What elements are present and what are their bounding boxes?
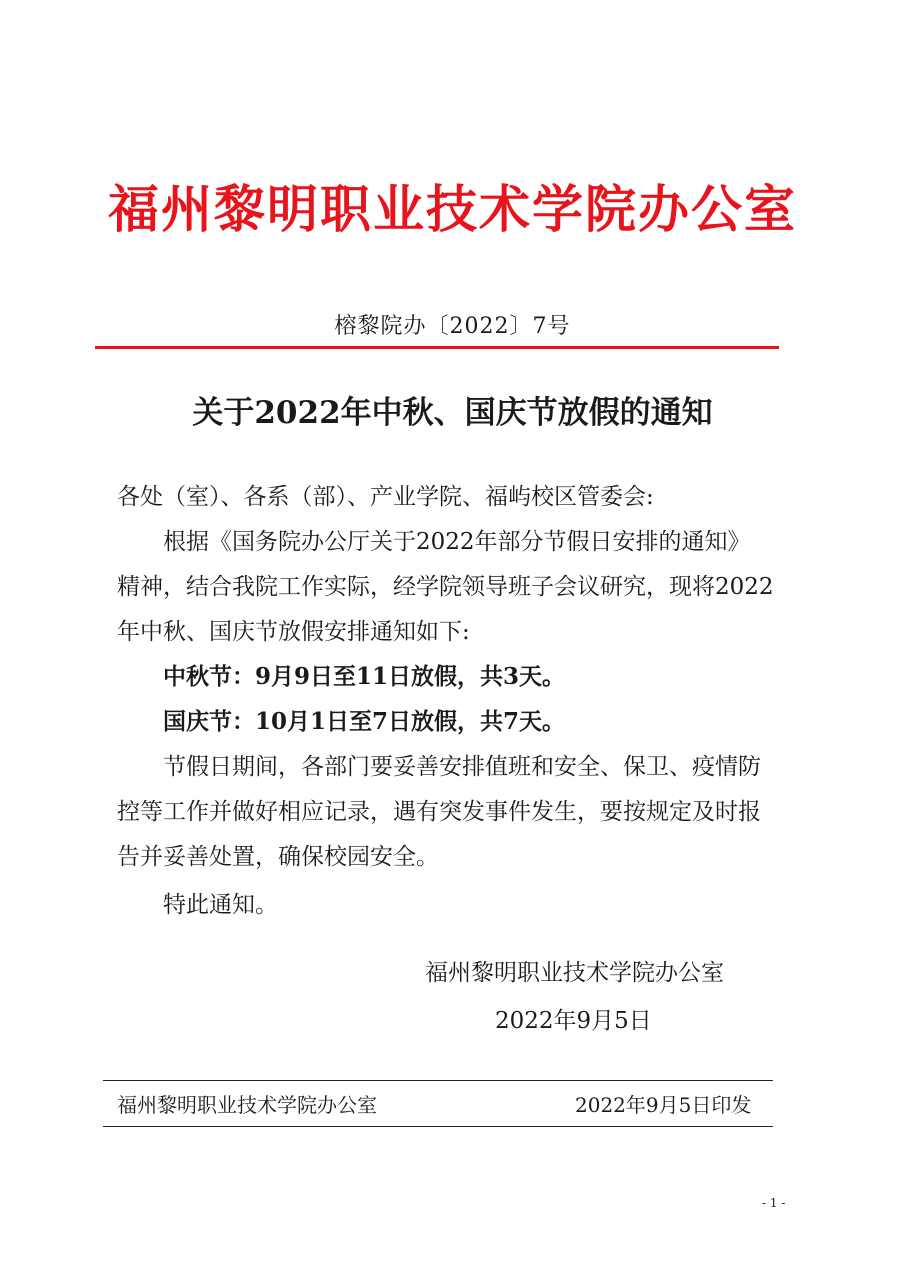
letterhead-org-name: 福州黎明职业技术学院办公室	[107, 181, 797, 240]
closing-text: 特此通知。	[163, 892, 278, 918]
paragraph-2-line-1: 节假日期间，各部门要妥善安排值班和安全、保卫、疫情防	[163, 754, 761, 780]
footer-top-rule	[103, 1080, 773, 1081]
paragraph-1-line-3: 年中秋、国庆节放假安排通知如下:	[117, 619, 470, 645]
signature-org: 福州黎明职业技术学院办公室	[425, 960, 724, 986]
paragraph-1-line-2: 精神，结合我院工作实际，经学院领导班子会议研究，现将2022	[117, 574, 774, 600]
signature-date: 2022年9月5日	[495, 1008, 652, 1034]
notice-title: 关于2022年中秋、国庆节放假的通知	[192, 395, 713, 431]
footer-issue-date: 2022年9月5日印发	[575, 1093, 752, 1117]
footer-issuer: 福州黎明职业技术学院办公室	[117, 1093, 377, 1117]
paragraph-2-line-3: 告并妥善处置，确保校园安全。	[117, 844, 439, 870]
national-day-schedule: 国庆节：10月1日至7日放假，共7天。	[163, 708, 566, 735]
red-separator-line	[95, 346, 779, 349]
paragraph-1-line-1: 根据《国务院办公厅关于2022年部分节假日安排的通知》	[163, 529, 751, 555]
footer-bottom-rule	[103, 1126, 773, 1127]
document-number: 榕黎院办〔2022〕7号	[334, 314, 571, 339]
page-number: - 1 -	[762, 1196, 786, 1210]
addressee: 各处（室）、各系（部）、产业学院、福屿校区管委会:	[117, 484, 654, 510]
mid-autumn-schedule: 中秋节：9月9日至11日放假，共3天。	[163, 663, 566, 690]
paragraph-2-line-2: 控等工作并做好相应记录，遇有突发事件发生，要按规定及时报	[117, 799, 761, 825]
